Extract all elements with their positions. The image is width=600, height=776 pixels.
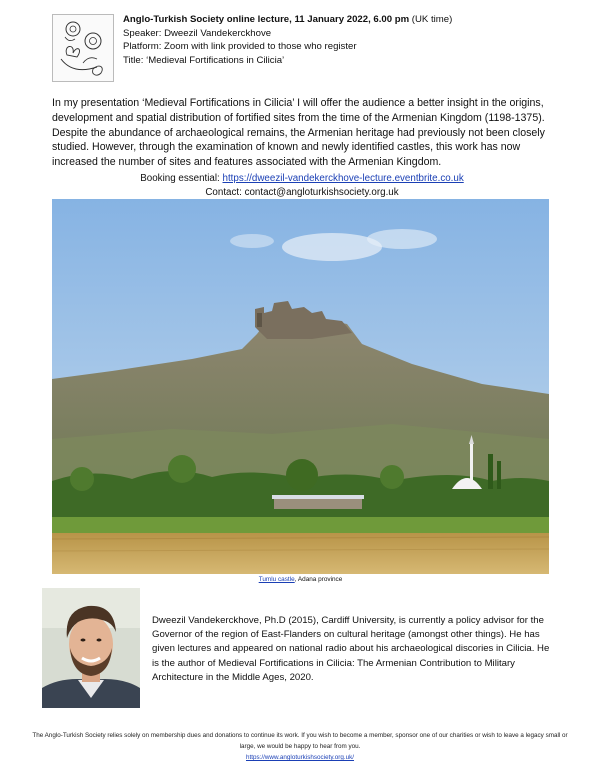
caption-location: , Adana province [294,576,343,583]
event-header [123,13,583,67]
footer [30,730,570,763]
lecture-description: In my presentation ‘Medieval Fortifications in Cilicia’ I will offer the audience a better insight in the origins, development and spatial distribution of fortified sites from the time of the Armenian Kingdom (1198-1375). Despite the abundance of archaeological remains, the Armenian heritage had previously not been closely studied. However, through the examination of known and newly identified castles, this work has now increased the number of sites and features associated with the Armenian Kingdom. [52,97,545,169]
speaker-bio: Dweezil Vandekerckhove, Ph.D (2015), Cardiff University, is currently a policy advisor for the Governor of the region of East-Flanders on cultural heritage (amongst other things). He has given lectures and appeared on national radio about his archaeological discories in Cilicia. He is the author of Medieval Fortifications in Cilicia: The Armenian Contribution to Military Architecture in the Middle Ages, 2020. [152,615,550,683]
society-logo [52,14,114,82]
booking-label: Booking essential: [140,173,223,184]
speaker-portrait [42,588,140,708]
event-title: Anglo-Turkish Society online lecture, 11 January 2022, 6.00 pm [123,14,410,25]
footer-website-link[interactable]: https://www.angloturkishsociety.org.uk/ [245,754,355,761]
footer-text: The Anglo-Turkish Society relies solely on membership dues and donations to continue its work. If you wish to become a member, sponsor one of our charities or wish to leave a legacy small or large, we would be happy to hear from you. [32,732,568,750]
platform-line: Platform: Zoom with link provided to those who register [123,41,357,53]
rose-tulip-emblem-icon [53,15,113,81]
event-title-line [123,13,583,27]
booking-link[interactable]: https://dweezil-vandekerckhove-lecture.eventbrite.co.uk [222,173,464,184]
event-timezone: (UK time) [409,14,453,25]
speaker-line: Speaker: Dweezil Vandekerckhove [123,27,272,39]
booking-line [52,172,552,185]
contact-line: Contact: contact@angloturkishsociety.org.uk [205,187,399,198]
castle-photo [52,199,549,574]
lecture-title-line: Title: ‘Medieval Fortifications in Cilicia’ [123,54,285,66]
caption-link[interactable]: Tumlu castle [258,576,295,583]
photo-caption [52,576,549,584]
